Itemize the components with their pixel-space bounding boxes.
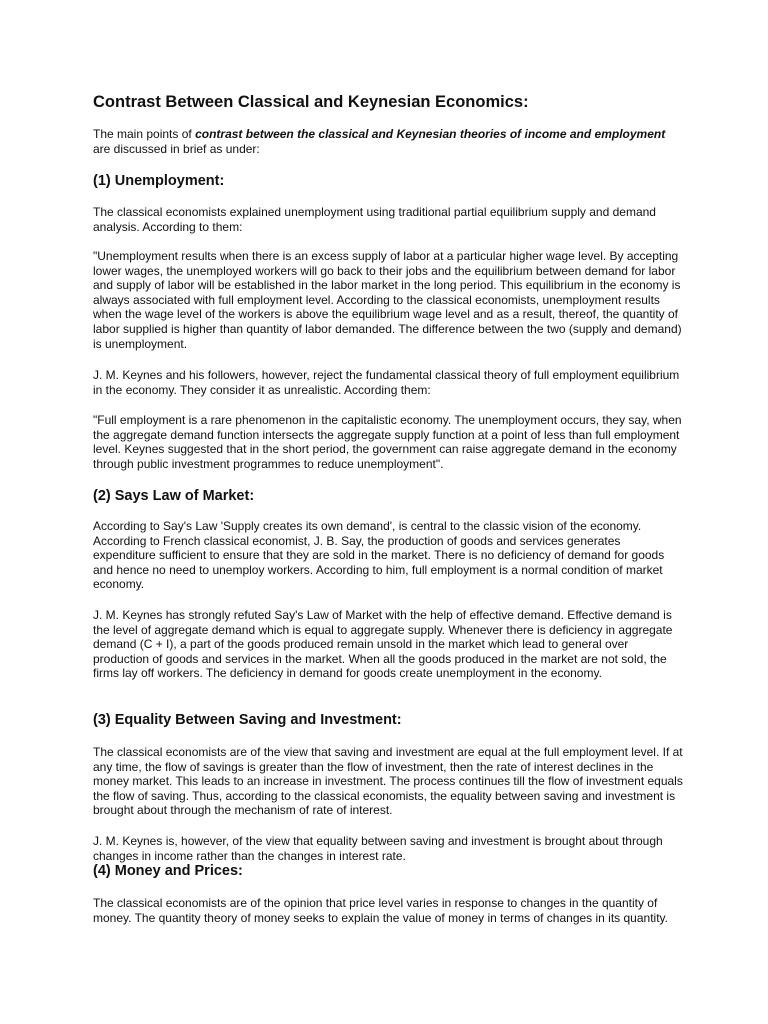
section-heading-says-law: (2) Says Law of Market: (93, 488, 255, 504)
paragraph: The classical economists are of the opinion that price level varies in response to changes in the quantity of money. The quantity theory of money seeks to explain the value of money in terms of changes in its quantity. (93, 896, 668, 925)
paragraph: J. M. Keynes is, however, of the view that equality between saving and investment is brought about through changes in income rather than the changes in interest rate. (93, 834, 663, 863)
paragraph: The classical economists explained unemployment using traditional partial equilibrium supply and demand analysis. According to them: (93, 205, 656, 234)
intro-text-before: The main points of (93, 127, 196, 141)
intro-paragraph (93, 127, 683, 156)
intro-emphasis: contrast between the classical and Keynesian theories of income and employment (195, 127, 666, 141)
paragraph: J. M. Keynes and his followers, however, reject the fundamental classical theory of full employment equilibrium in the economy. They consider it as unrealistic. According them: (93, 368, 680, 397)
paragraph: "Full employment is a rare phenomenon in the capitalistic economy. The unemployment occurs, they say, when the aggregate demand function intersects the aggregate supply function at a point of less than full employment level. Keynes suggested that in the short period, the government can raise aggregate demand in the economy through public investment programmes to reduce unemployment". (93, 413, 682, 471)
intro-text-after: are discussed in brief as under: (93, 141, 260, 156)
paragraph: The classical economists are of the view that saving and investment are equal at the full employment level. If at any time, the flow of savings is greater than the flow of investment, then the rate of interest declines in the money market. This leads to an increase in investment. The process continues till the flow of investment equals the flow of saving. Thus, according to the classical economists, the equality between saving and investment is brought about through the mechanism of rate of interest. (93, 745, 683, 818)
section-heading-money-prices: (4) Money and Prices: (93, 863, 243, 879)
paragraph: J. M. Keynes has strongly refuted Say's Law of Market with the help of effective demand. Effective demand is the level of aggregate demand which is equal to aggregate supply. Whenever there is deficiency in aggregate demand (C + I), a part of the goods produced remain unsold in the market which lead to general over production of goods and services in the market. When all the goods produced in the market are not sold, the firms lay off workers. The deficiency in demand for goods create unemployment in the economy. (93, 608, 673, 681)
paragraph: According to Say's Law 'Supply creates its own demand', is central to the classic vision of the economy. According to French classical economist, J. B. Say, the production of goods and services generates expenditure sufficient to ensure that they are sold in the market. There is no deficiency of demand for goods and hence no need to unemploy workers. According to him, full employment is a normal condition of market economy. (93, 519, 665, 592)
section-heading-unemployment: (1) Unemployment: (93, 173, 225, 189)
paragraph: "Unemployment results when there is an excess supply of labor at a particular higher wage level. By accepting lower wages, the unemployed workers will go back to their jobs and the equilibrium between demand for labor and supply of labor will be established in the labor market in the long period. This equilibrium in the economy is always associated with full employment level. According to the classical economists, unemployment results when the wage level of the workers is above the equilibrium wage level and as a result, thereof, the quantity of labor supplied is higher than quantity of labor demanded. The difference between the two (supply and demand) is unemployment. (93, 249, 682, 351)
section-heading-saving-investment: (3) Equality Between Saving and Investment: (93, 712, 402, 728)
page-title: Contrast Between Classical and Keynesian Economics: (93, 93, 529, 111)
